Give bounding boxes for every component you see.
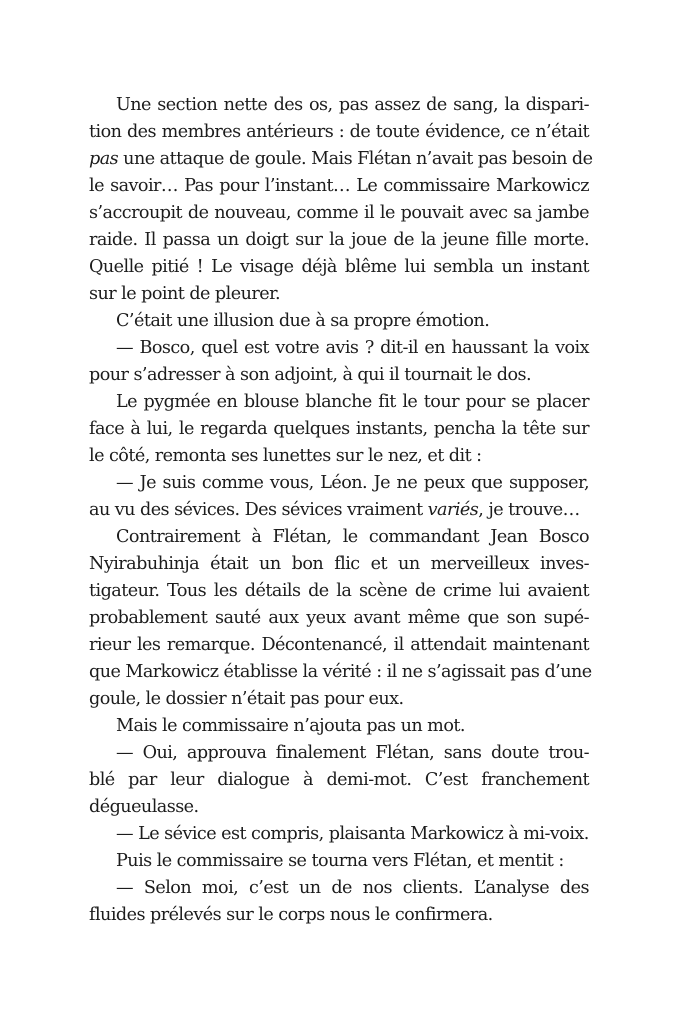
paragraph [89, 524, 592, 713]
text-line: s’accroupit de nouveau, comme il le pouvait avec sa jambe [89, 203, 589, 223]
text-line: le savoir… Pas pour l’instant… Le commissaire Markowicz [89, 176, 589, 196]
paragraph [89, 92, 593, 308]
emphasis: pas [89, 149, 119, 169]
text-line: Une section nette des os, pas assez de sang, la dispari- [116, 95, 589, 115]
paragraph [89, 821, 589, 848]
text-line: le côté, remonta ses lunettes sur le nez, et dit : [89, 446, 482, 466]
text-run: , je trouve… [478, 500, 580, 520]
text-line: Quelle pitié ! Le visage déjà blême lui sembla un instant [89, 257, 589, 277]
text-line: Contrairement à Flétan, le commandant Jean Bosco [116, 527, 589, 547]
text-line: tigateur. Tous les détails de la scène de crime lui avaient [89, 581, 589, 601]
paragraph [89, 875, 589, 929]
text-run: une attaque de goule. Mais Flétan n’avait pas besoin de [118, 149, 593, 169]
paragraph [89, 335, 589, 389]
text-line: — Bosco, quel est votre avis ? dit-il en haussant la voix [116, 338, 589, 358]
text-line: que Markowicz établisse la vérité : il ne s’agissait pas d’une [89, 662, 592, 682]
paragraph [89, 308, 589, 335]
paragraph [89, 713, 589, 740]
text-line: fluides prélevés sur le corps nous le confirmera. [89, 905, 493, 925]
paragraph [89, 740, 589, 821]
text-line: blé par leur dialogue à demi-mot. C’est franchement [89, 770, 589, 790]
paragraph [89, 470, 589, 524]
text-line: Nyirabuhinja était un bon flic et un merveilleux inves- [89, 554, 589, 574]
body-text [89, 92, 593, 929]
paragraph [89, 389, 589, 470]
text-line: Le pygmée en blouse blanche fit le tour pour se placer [116, 392, 589, 412]
text-line: sur le point de pleurer. [89, 284, 281, 304]
text-line [89, 146, 593, 173]
text-line: raide. Il passa un doigt sur la joue de la jeune fille morte. [89, 230, 589, 250]
text-line: face à lui, le regarda quelques instants, pencha la tête sur [89, 419, 589, 439]
text-line: Mais le commissaire n’ajouta pas un mot. [116, 716, 465, 736]
text-line: C’était une illusion due à sa propre émotion. [116, 311, 490, 331]
text-line: — Le sévice est compris, plaisanta Markowicz à mi-voix. [116, 824, 589, 844]
text-line: — Oui, approuva finalement Flétan, sans doute trou- [116, 743, 589, 763]
text-line: tion des membres antérieurs : de toute évidence, ce n’était [89, 122, 589, 142]
text-line: — Je suis comme vous, Léon. Je ne peux que supposer, [116, 473, 589, 493]
paragraph [89, 848, 589, 875]
text-line: pour s’adresser à son adjoint, à qui il tournait le dos. [89, 365, 532, 385]
text-line [89, 497, 589, 524]
text-run: au vu des sévices. Des sévices vraiment [89, 500, 428, 520]
text-line: — Selon moi, c’est un de nos clients. L’analyse des [116, 878, 589, 898]
text-line: Puis le commissaire se tourna vers Flétan, et mentit : [116, 851, 564, 871]
text-line: goule, le dossier n’était pas pour eux. [89, 689, 404, 709]
text-line: probablement sauté aux yeux avant même que son supé- [89, 608, 589, 628]
text-line: dégueulasse. [89, 797, 199, 817]
text-line: rieur les remarque. Décontenancé, il attendait maintenant [89, 635, 589, 655]
emphasis: variés [427, 500, 479, 520]
